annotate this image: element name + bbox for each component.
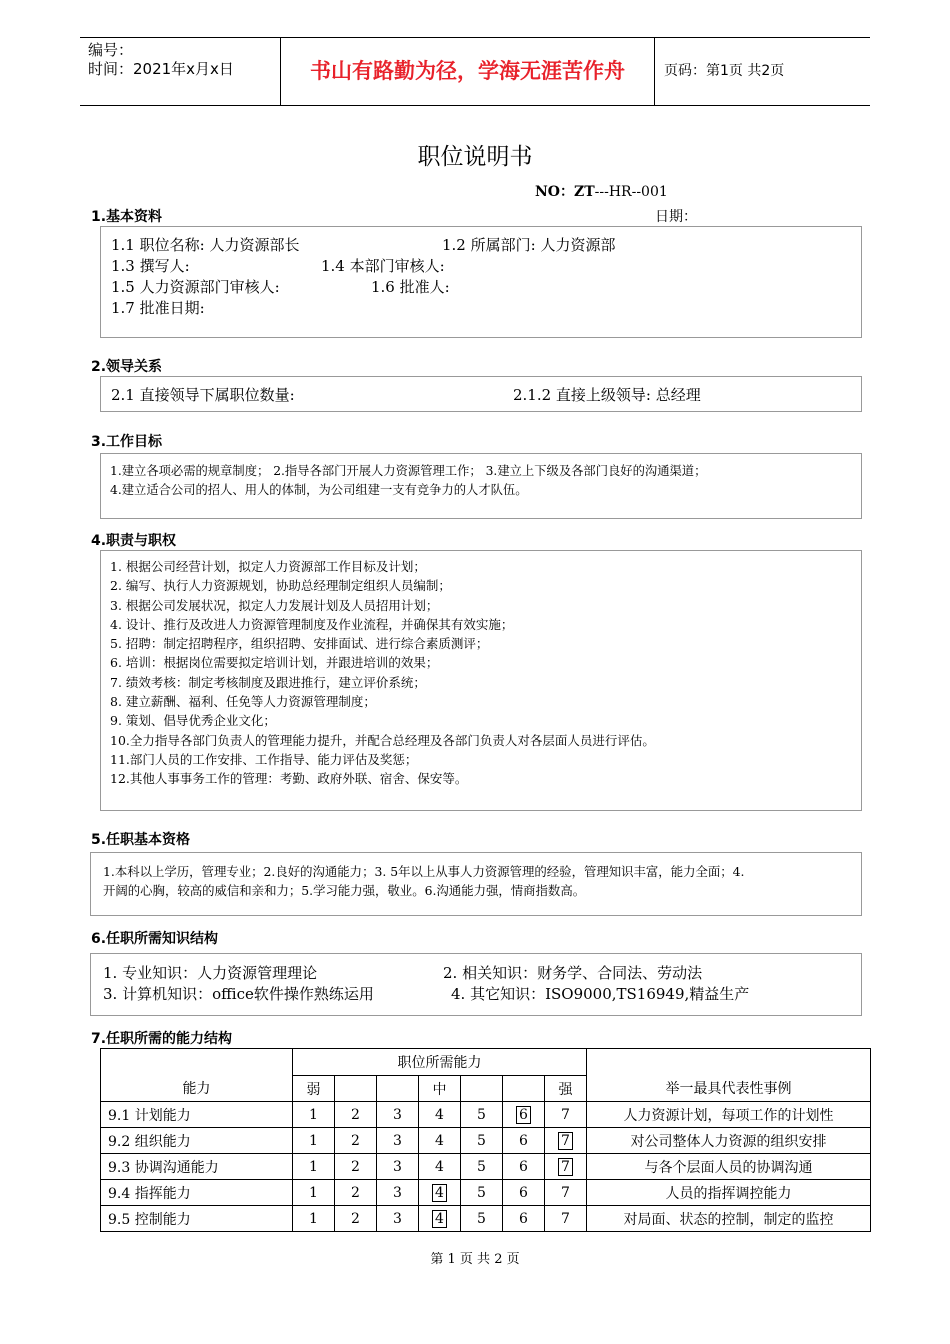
level-cell: 1 bbox=[293, 1180, 335, 1206]
level-cell: 6 bbox=[503, 1180, 545, 1206]
header-ability: 能力 bbox=[101, 1049, 293, 1102]
page-header bbox=[80, 37, 870, 106]
doc-no-label: NO：ZT bbox=[535, 184, 595, 200]
ability-example: 人员的指挥调控能力 bbox=[587, 1180, 871, 1206]
ability-example: 对公司整体人力资源的组织安排 bbox=[587, 1128, 871, 1154]
header-number: 编号： bbox=[88, 41, 134, 59]
doc-no-value: ---HR--001 bbox=[594, 184, 668, 200]
section-1-heading: 1.基本资料 bbox=[91, 209, 163, 225]
level-cell: 6 bbox=[503, 1128, 545, 1154]
header-motto: 书山有路勤为径，学海无涯苦作舟 bbox=[281, 38, 655, 105]
level-cell: 2 bbox=[335, 1180, 377, 1206]
selected-level-marker: 4 bbox=[432, 1184, 447, 1202]
section-1-box bbox=[100, 226, 862, 338]
qualification-line-2: 开阔的心胸，较高的威信和亲和力；5.学习能力强，敬业。6.沟通能力强，情商指数高。 bbox=[103, 883, 586, 898]
duty-item: 1. 根据公司经营计划，拟定人力资源部工作目标及计划； bbox=[110, 559, 426, 574]
level-cell: 3 bbox=[377, 1180, 419, 1206]
table-row bbox=[101, 1102, 871, 1128]
table-row bbox=[101, 1180, 871, 1206]
page-title: 职位说明书 bbox=[417, 144, 533, 170]
level-cell-selected bbox=[419, 1180, 461, 1206]
level-cell-selected bbox=[545, 1128, 587, 1154]
duty-item: 4. 设计、推行及改进人力资源管理制度及作业流程，并确保其有效实施； bbox=[110, 616, 514, 632]
field-dept-reviewer: 1.4 本部门审核人: bbox=[321, 257, 445, 275]
field-subordinates: 2.1 直接领导下属职位数量: bbox=[111, 386, 295, 404]
level-cell: 5 bbox=[461, 1206, 503, 1232]
duty-item: 9. 策划、倡导优秀企业文化； bbox=[110, 713, 276, 729]
knowledge-computer: 3. 计算机知识：office软件操作熟练运用 bbox=[103, 985, 374, 1003]
level-cell: 6 bbox=[503, 1206, 545, 1232]
level-weak: 弱 bbox=[293, 1076, 335, 1102]
ability-name: 9.3 协调沟通能力 bbox=[101, 1154, 293, 1180]
duty-item: 7. 绩效考核：制定考核制度及跟进推行，建立评价系统； bbox=[110, 674, 426, 690]
goals-line-1: 1.建立各项必需的规章制度； 2.指导各部门开展人力资源管理工作； 3.建立上下级及各部门良好的沟通渠道； bbox=[110, 464, 707, 478]
level-cell: 2 bbox=[335, 1128, 377, 1154]
ability-example: 人力资源计划，每项工作的计划性 bbox=[587, 1102, 871, 1128]
ability-name: 9.5 控制能力 bbox=[101, 1206, 293, 1232]
section-6-box bbox=[90, 953, 862, 1016]
level-cell: 4 bbox=[419, 1128, 461, 1154]
knowledge-professional: 1. 专业知识：人力资源管理理论 bbox=[103, 964, 318, 982]
header-page-info: 页码：第1页 共2页 bbox=[664, 63, 785, 79]
level-cell: 4 bbox=[419, 1102, 461, 1128]
selected-level-marker: 6 bbox=[516, 1106, 531, 1124]
qualification-line-1: 1.本科以上学历，管理专业；2.良好的沟通能力；3. 5年以上从事人力资源管理的经验，管理知识丰富，能力全面；4. bbox=[103, 864, 745, 879]
duty-item: 8. 建立薪酬、福利、任免等人力资源管理制度； bbox=[110, 694, 376, 710]
level-cell: 5 bbox=[461, 1128, 503, 1154]
selected-level-marker: 7 bbox=[558, 1132, 573, 1150]
duty-item: 12.其他人事事务工作的管理：考勤、政府外联、宿舍、保安等。 bbox=[110, 771, 468, 787]
duty-item: 10.全力指导各部门负责人的管理能力提升，并配合总经理及各部门负责人对各层面人员进行评估。 bbox=[110, 732, 655, 748]
ability-name: 9.2 组织能力 bbox=[101, 1128, 293, 1154]
goals-line-2: 4.建立适合公司的招人、用人的体制，为公司组建一支有竞争力的人才队伍。 bbox=[110, 483, 528, 497]
document-number bbox=[535, 181, 668, 201]
level-cell: 3 bbox=[377, 1128, 419, 1154]
section-4-box bbox=[100, 550, 862, 811]
level-cell: 3 bbox=[377, 1102, 419, 1128]
level-cell: 7 bbox=[545, 1206, 587, 1232]
level-cell: 4 bbox=[419, 1154, 461, 1180]
duty-item: 11.部门人员的工作安排、工作指导、能力评估及奖惩； bbox=[110, 751, 418, 767]
ability-table bbox=[100, 1048, 871, 1232]
ability-name: 9.1 计划能力 bbox=[101, 1102, 293, 1128]
level-cell: 1 bbox=[293, 1206, 335, 1232]
level-cell: 5 bbox=[461, 1154, 503, 1180]
level-cell: 7 bbox=[545, 1180, 587, 1206]
section-5-heading: 5.任职基本资格 bbox=[91, 832, 191, 848]
level-cell: 1 bbox=[293, 1128, 335, 1154]
section-2-heading: 2.领导关系 bbox=[91, 359, 163, 375]
level-cell: 1 bbox=[293, 1154, 335, 1180]
level-cell: 3 bbox=[377, 1154, 419, 1180]
section-3-box bbox=[100, 453, 862, 519]
level-cell-selected bbox=[419, 1206, 461, 1232]
level-cell: 1 bbox=[293, 1102, 335, 1128]
header-meta bbox=[80, 38, 281, 105]
field-hr-reviewer: 1.5 人力资源部门审核人: bbox=[111, 278, 280, 296]
table-row bbox=[101, 1154, 871, 1180]
knowledge-related: 2. 相关知识：财务学、合同法、劳动法 bbox=[443, 964, 703, 982]
level-cell: 7 bbox=[545, 1102, 587, 1128]
field-supervisor: 2.1.2 直接上级领导: 总经理 bbox=[513, 386, 701, 404]
level-cell-selected bbox=[503, 1102, 545, 1128]
selected-level-marker: 4 bbox=[432, 1210, 447, 1228]
header-example: 举一最具代表性事例 bbox=[587, 1049, 871, 1102]
page-footer: 第 1 页 共 2 页 bbox=[430, 1252, 520, 1267]
header-time: 时间：2021年x月x日 bbox=[88, 60, 234, 78]
field-approval-date: 1.7 批准日期: bbox=[111, 299, 205, 317]
duty-item: 6. 培训：根据岗位需要拟定培训计划，并跟进培训的效果； bbox=[110, 655, 439, 671]
table-row bbox=[101, 1128, 871, 1154]
level-cell: 5 bbox=[461, 1180, 503, 1206]
ability-example: 与各个层面人员的协调沟通 bbox=[587, 1154, 871, 1180]
selected-level-marker: 7 bbox=[558, 1158, 573, 1176]
field-approver: 1.6 批准人: bbox=[371, 278, 450, 296]
field-department: 1.2 所属部门: 人力资源部 bbox=[442, 236, 616, 254]
header-required-ability: 职位所需能力 bbox=[293, 1049, 587, 1076]
level-cell: 2 bbox=[335, 1154, 377, 1180]
duty-item: 5. 招聘：制定招聘程序，组织招聘、安排面试、进行综合素质测评； bbox=[110, 636, 489, 652]
level-cell: 3 bbox=[377, 1206, 419, 1232]
level-strong: 强 bbox=[545, 1076, 587, 1102]
ability-example: 对局面、状态的控制，制定的监控 bbox=[587, 1206, 871, 1232]
section-2-box bbox=[100, 376, 862, 412]
level-cell: 2 bbox=[335, 1102, 377, 1128]
field-position-name: 1.1 职位名称: 人力资源部长 bbox=[111, 236, 300, 254]
level-cell-selected bbox=[545, 1154, 587, 1180]
ability-name: 9.4 指挥能力 bbox=[101, 1180, 293, 1206]
date-label: 日期： bbox=[655, 209, 697, 225]
level-cell: 2 bbox=[335, 1206, 377, 1232]
level-cell: 5 bbox=[461, 1102, 503, 1128]
knowledge-other: 4. 其它知识：ISO9000,TS16949,精益生产 bbox=[451, 985, 750, 1003]
level-mid: 中 bbox=[419, 1076, 461, 1102]
duty-item: 3. 根据公司发展状况，拟定人力发展计划及人员招用计划； bbox=[110, 597, 439, 613]
section-5-box bbox=[90, 852, 862, 916]
table-row bbox=[101, 1206, 871, 1232]
section-4-heading: 4.职责与职权 bbox=[91, 533, 177, 549]
duty-item: 2. 编写、执行人力资源规划，协助总经理制定组织人员编制； bbox=[110, 578, 451, 594]
level-cell: 6 bbox=[503, 1154, 545, 1180]
field-author: 1.3 撰写人: bbox=[111, 257, 190, 275]
section-6-heading: 6.任职所需知识结构 bbox=[91, 931, 219, 947]
section-3-heading: 3.工作目标 bbox=[91, 434, 163, 450]
section-7-heading: 7.任职所需的能力结构 bbox=[91, 1031, 233, 1047]
